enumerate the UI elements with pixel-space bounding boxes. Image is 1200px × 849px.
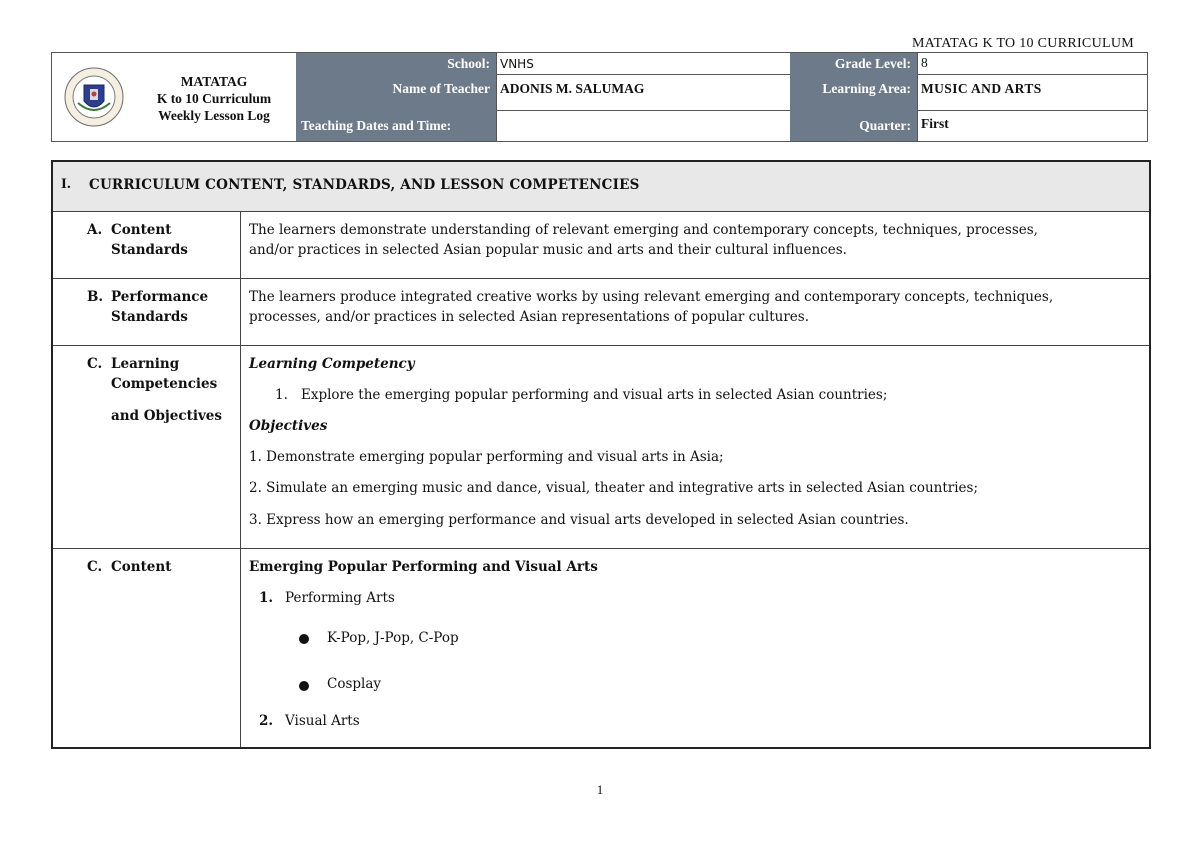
logo-text: [134, 73, 294, 124]
logo-line-2: K to 10 Curriculum: [156, 91, 272, 106]
label-line: and Objectives: [111, 408, 222, 424]
item-text: Performing Arts: [285, 590, 395, 606]
label-line: Learning: [111, 356, 180, 372]
grade-label: Grade Level:: [790, 53, 917, 75]
text-line: and/or practices in selected Asian popular music and arts and their cultural influences.: [249, 242, 847, 258]
competency-heading: Learning Competency: [249, 356, 415, 372]
content-standards-row: [53, 212, 1149, 279]
objective-item: 3. Express how an emerging performance and visual arts developed in selected Asian countries.: [249, 512, 909, 528]
text-line: processes, and/or practices in selected Asian representations of popular cultures.: [249, 309, 809, 325]
teacher-label: Name of Teacher: [296, 75, 496, 111]
area-value: MUSIC AND ARTS: [917, 75, 1147, 111]
performance-standards-row: [53, 279, 1149, 346]
grade-value: 8: [917, 53, 1147, 75]
label-line: Standards: [111, 309, 188, 325]
header-table: [51, 52, 1148, 142]
school-label: School:: [296, 53, 496, 75]
competency-text: Explore the emerging popular performing and visual arts in selected Asian countries;: [301, 387, 888, 403]
objective-item: 1. Demonstrate emerging popular performing and visual arts in Asia;: [249, 449, 724, 465]
text-line: The learners demonstrate understanding of relevant emerging and contemporary concepts, techniques, processes,: [249, 222, 1038, 238]
content-row: [53, 549, 1149, 747]
section-header: [53, 162, 1149, 212]
row-letter: A.: [87, 222, 103, 238]
teacher-value: ADONIS M. SALUMAG: [496, 75, 790, 111]
label-line: Standards: [111, 242, 188, 258]
label-line: Content: [111, 222, 172, 238]
item-text: Visual Arts: [285, 713, 360, 729]
logo-line-3: Weekly Lesson Log: [158, 108, 270, 123]
objectives-heading: Objectives: [249, 418, 328, 434]
row-letter: B.: [87, 289, 104, 305]
content-heading: Emerging Popular Performing and Visual Arts: [249, 559, 598, 575]
content-label-cell: [53, 549, 241, 747]
label-line: Competencies: [111, 376, 218, 392]
page-number: 1: [596, 782, 604, 797]
bullet-item: Cosplay: [327, 676, 382, 692]
competency-number: 1.: [275, 387, 288, 403]
logo-cell: [52, 53, 297, 141]
competencies-label-cell: [53, 346, 241, 548]
content-standards-label-cell: [53, 212, 241, 278]
item-number: 2.: [259, 713, 274, 729]
curriculum-tag: MATATAG K TO 10 CURRICULUM: [911, 36, 1134, 51]
dates-value: [496, 111, 790, 141]
objective-item: 2. Simulate an emerging music and dance, visual, theater and integrative arts in selected Asian countries;: [249, 480, 979, 496]
performance-standards-label-cell: [53, 279, 241, 345]
school-value: VNHS: [496, 53, 790, 75]
label-line: Performance: [111, 289, 209, 305]
deped-seal-icon: [64, 67, 124, 127]
quarter-label: Quarter:: [790, 111, 917, 141]
dates-label: Teaching Dates and Time:: [296, 111, 496, 141]
label-line: Content: [111, 559, 172, 575]
bullet-icon: [299, 681, 309, 691]
section-title: CURRICULUM CONTENT, STANDARDS, AND LESSON COMPETENCIES: [89, 177, 640, 193]
item-number: 1.: [259, 590, 274, 606]
area-label: Learning Area:: [790, 75, 917, 111]
row-letter: C.: [87, 356, 103, 372]
row-letter: C.: [87, 559, 103, 575]
section-number: I.: [61, 176, 71, 192]
bullet-item: K-Pop, J-Pop, C-Pop: [327, 630, 459, 646]
lesson-table: [51, 160, 1151, 749]
quarter-value: First: [917, 111, 1147, 141]
competencies-row: [53, 346, 1149, 549]
logo-line-1: MATATAG: [180, 74, 248, 89]
text-line: The learners produce integrated creative works by using relevant emerging and contemporary concepts, techniques,: [249, 289, 1054, 305]
bullet-icon: [299, 634, 309, 644]
